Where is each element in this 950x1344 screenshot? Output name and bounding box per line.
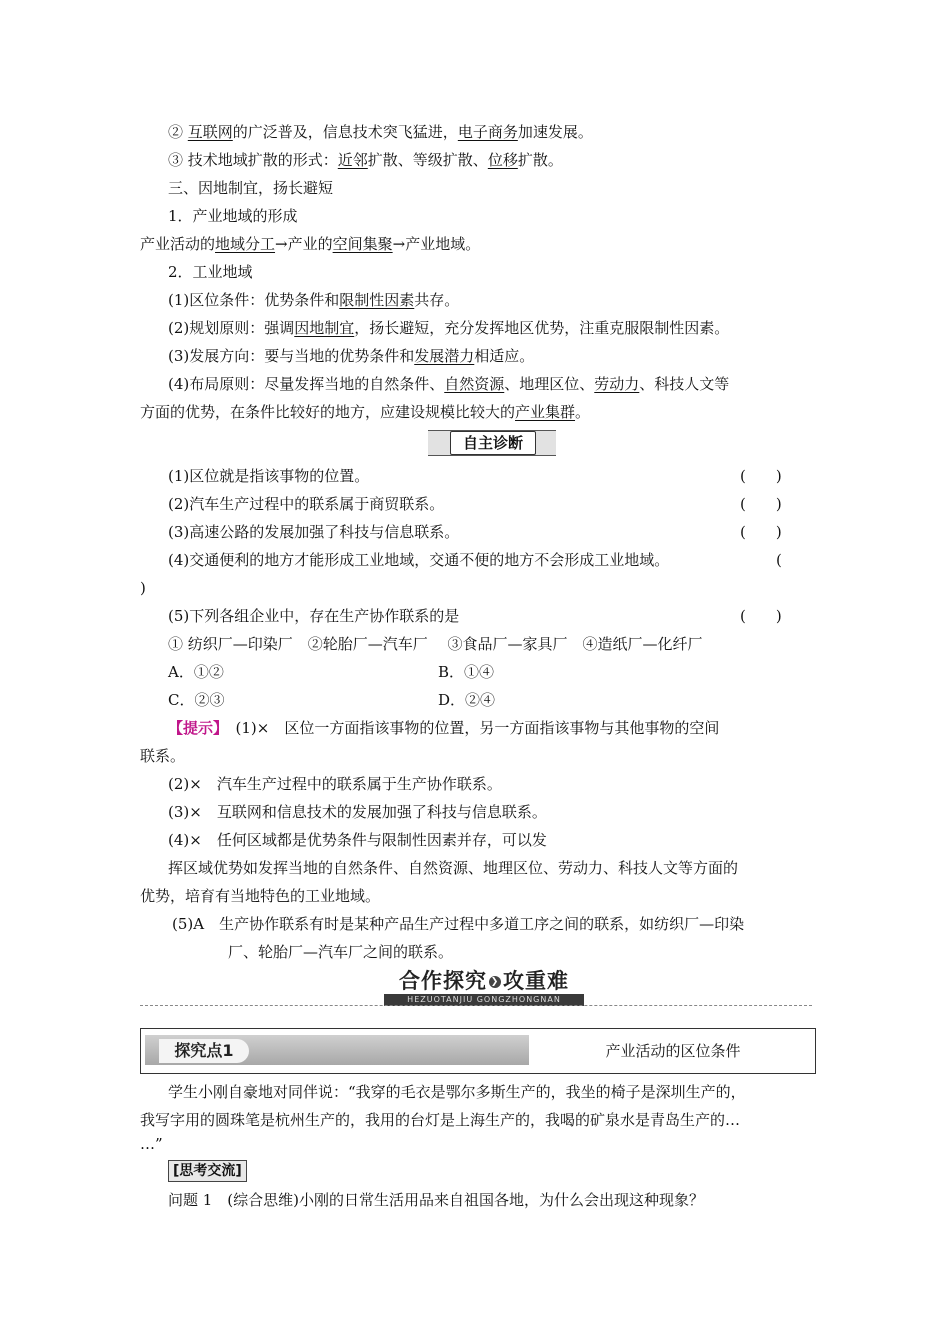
answer-paren-4-close: ) <box>140 579 146 597</box>
subheading-1: 1．产业地域的形成 <box>168 207 298 225</box>
subheading-2: 2．工业地域 <box>168 263 253 281</box>
text: 共存。 <box>414 291 460 309</box>
blank-answer: 限制性因素 <box>339 291 415 309</box>
text: 加速发展。 <box>517 123 593 141</box>
text: ，扬长避短，充分发挥地区优势，注重克服限制性因素。 <box>354 319 730 337</box>
text: 扩散。 <box>517 151 563 169</box>
hint-line-4: (4)× 任何区域都是优势条件与限制性因素并存，可以发 <box>168 831 547 849</box>
banner-label: 自主诊断 <box>450 431 536 455</box>
intro-line-10 <box>168 373 729 395</box>
hint-line-5: (5)A 生产协作联系有时是某种产品生产过程中多道工序之间的联系，如纺织厂—印染 <box>172 915 745 933</box>
section-title-b: 攻重难 <box>503 969 569 993</box>
option-d: D．②④ <box>438 691 496 709</box>
explore-point-box <box>140 1028 816 1074</box>
hint-line-2: (2)× 汽车生产过程中的联系属于生产协作联系。 <box>168 775 502 793</box>
intro-line-7 <box>168 289 459 311</box>
arrow-circle-icon: ❯ <box>490 977 500 987</box>
cooperative-inquiry-header <box>384 968 584 1010</box>
intro-line-1 <box>168 121 593 143</box>
section-heading-3: 三、因地制宜，扬长避短 <box>168 179 334 197</box>
think-exchange-label: [思考交流] <box>168 1160 247 1182</box>
intro-line-5 <box>140 233 480 255</box>
question-2: (2)汽车生产过程中的联系属于商贸联系。 <box>168 495 445 513</box>
hint-line-4b: 挥区域优势如发挥当地的自然条件、自然资源、地理区位、劳动力、科技人文等方面的 <box>168 859 739 877</box>
text: (1)× 区位一方面指该事物的位置，另一方面指该事物与其他事物的空间 <box>220 719 720 737</box>
text: (2)规划原则：强调 <box>168 319 295 337</box>
option-b: B．①④ <box>438 663 495 681</box>
blank-answer: 劳动力 <box>594 375 640 393</box>
dashed-divider <box>140 1005 812 1006</box>
intro-line-2 <box>168 149 563 171</box>
text: 、科技人文等 <box>639 375 730 393</box>
text: (4)布局原则：尽量发挥当地的自然条件、 <box>168 375 445 393</box>
explore-tag-bar <box>145 1035 529 1065</box>
question-5-items: ① 纺织厂—印染厂 ②轮胎厂—汽车厂 ③食品厂—家具厂 ④造纸厂—化纤厂 <box>168 635 703 653</box>
text: 、地理区位、 <box>504 375 595 393</box>
blank-answer: 发展潜力 <box>414 347 475 365</box>
intro-line-8 <box>168 317 729 339</box>
section-title <box>384 968 584 994</box>
option-a: A．①② <box>168 663 224 681</box>
blank-answer: 因地制宜 <box>294 319 355 337</box>
text: (1)区位条件：优势条件和 <box>168 291 340 309</box>
blank-answer: 空间集聚 <box>332 235 393 253</box>
scenario-line-1: 学生小刚自豪地对同伴说：“我穿的毛衣是鄂尔多斯生产的，我坐的椅子是深圳生产的， <box>168 1083 746 1101</box>
text: ② <box>168 123 188 141</box>
section-pinyin: HEZUOTANJIU GONGZHONGNAN <box>384 994 584 1006</box>
hint-line-5b: 厂、轮胎厂—汽车厂之间的联系。 <box>228 943 454 961</box>
answer-paren-1: ( ) <box>740 467 782 485</box>
text: 产业活动的 <box>140 235 216 253</box>
hint-label: 【提示】 <box>168 719 221 737</box>
blank-answer: 电子商务 <box>457 123 518 141</box>
question-1: (1)区位就是指该事物的位置。 <box>168 467 370 485</box>
blank-answer: 产业集群 <box>515 403 576 421</box>
question-problem-1: 问题 1 (综合思维)小刚的日常生活用品来自祖国各地，为什么会出现这种现象？ <box>168 1191 705 1209</box>
blank-answer: 自然资源 <box>444 375 505 393</box>
text: 。 <box>575 403 591 421</box>
question-3: (3)高速公路的发展加强了科技与信息联系。 <box>168 523 460 541</box>
answer-paren-2: ( ) <box>740 495 782 513</box>
intro-line-9 <box>168 345 534 367</box>
blank-answer: 地域分工 <box>215 235 276 253</box>
hint-line-4c: 优势，培育有当地特色的工业地域。 <box>140 887 381 905</box>
self-diagnosis-banner <box>428 430 556 456</box>
text: ③ 技术地域扩散的形式： <box>168 151 338 169</box>
scenario-line-3: …” <box>140 1135 163 1153</box>
blank-answer: 近邻 <box>337 151 368 169</box>
option-c: C．②③ <box>168 691 225 709</box>
blank-answer: 位移 <box>487 151 518 169</box>
scenario-line-2: 我写字用的圆珠笔是杭州生产的，我用的台灯是上海生产的，我喝的矿泉水是青岛生产的… <box>140 1111 741 1129</box>
question-5: (5)下列各组企业中，存在生产协作联系的是 <box>168 607 460 625</box>
text: 扩散、等级扩散、 <box>367 151 488 169</box>
text: 的广泛普及，信息技术突飞猛进， <box>232 123 458 141</box>
section-title-a: 合作探究 <box>399 969 487 993</box>
text: 方面的优势，在条件比较好的地方，应建设规模比较大的 <box>140 403 516 421</box>
answer-paren-3: ( ) <box>740 523 782 541</box>
text: (3)发展方向：要与当地的优势条件和 <box>168 347 415 365</box>
hint-line-3: (3)× 互联网和信息技术的发展加强了科技与信息联系。 <box>168 803 547 821</box>
explore-title: 产业活动的区位条件 <box>605 1042 741 1060</box>
answer-paren-4-open: ( <box>776 551 782 569</box>
answer-paren-5: ( ) <box>740 607 782 625</box>
blank-answer: 互联网 <box>187 123 233 141</box>
hint-line-1b: 联系。 <box>140 747 186 765</box>
question-4: (4)交通便利的地方才能形成工业地域，交通不便的地方不会形成工业地域。 <box>168 551 670 569</box>
text: →产业的 <box>275 235 333 253</box>
explore-tag: 探究点1 <box>159 1039 249 1063</box>
text: →产业地域。 <box>392 235 481 253</box>
text: 相适应。 <box>474 347 535 365</box>
hint-line-1 <box>168 717 719 739</box>
intro-line-11 <box>140 401 590 423</box>
